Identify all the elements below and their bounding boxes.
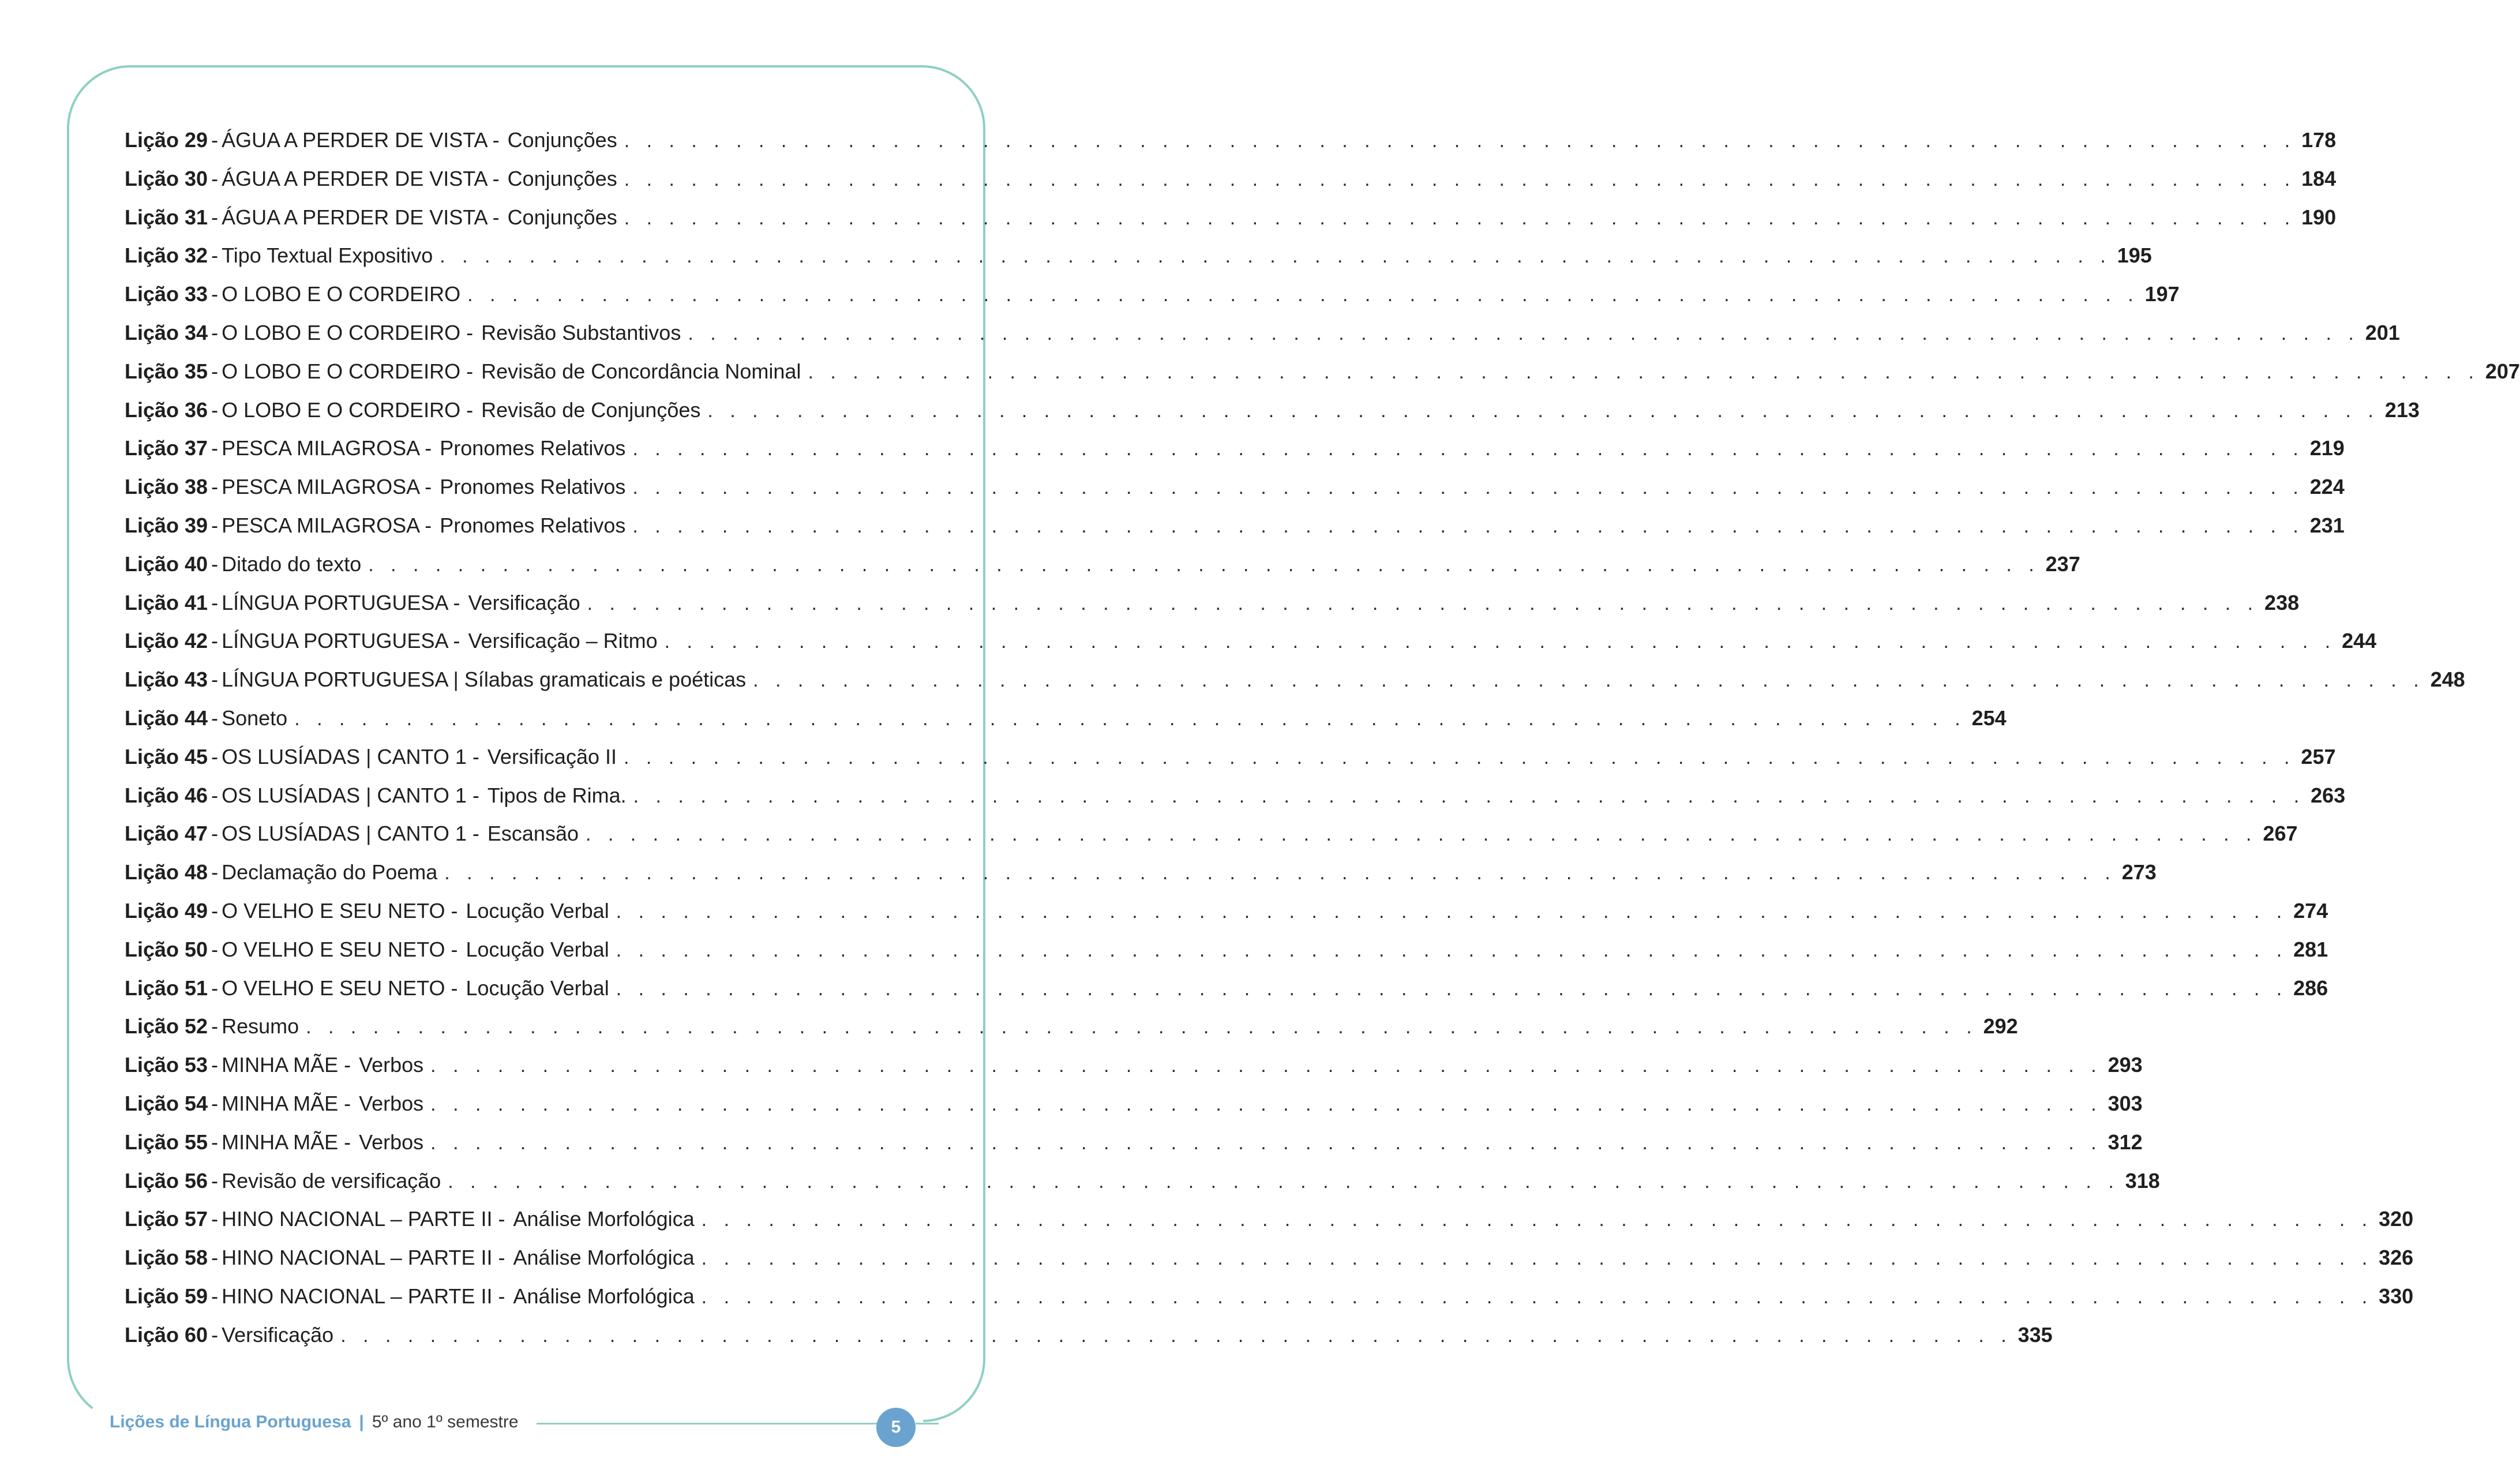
page-number: 178 — [2301, 128, 2337, 152]
page-number: 195 — [2117, 243, 2152, 268]
page-number: 267 — [2263, 822, 2298, 846]
lesson-separator: - — [211, 744, 219, 769]
toc-entry — [125, 622, 2377, 661]
lesson-title: PESCA MILAGROSA - — [222, 436, 432, 460]
lesson-separator: - — [211, 976, 219, 1000]
toc-entry — [125, 391, 2420, 430]
lesson-number: Lição 35 — [125, 359, 208, 383]
lesson-title: LÍNGUA PORTUGUESA - — [222, 629, 460, 653]
toc-entry — [125, 545, 2080, 584]
lesson-separator: - — [211, 668, 219, 692]
toc-entry — [125, 314, 2400, 353]
lesson-topic: Versificação — [468, 590, 580, 614]
toc-entry — [125, 931, 2328, 969]
lesson-separator: - — [211, 552, 219, 576]
lesson-number: Lição 52 — [125, 1014, 208, 1039]
lesson-number: Lição 56 — [125, 1168, 208, 1193]
lesson-title: LÍNGUA PORTUGUESA | Sílabas gramaticais e poéticas — [222, 668, 747, 692]
footer-book-title: Lições de Língua Portuguesa — [110, 1412, 351, 1431]
lesson-title: PESCA MILAGROSA - — [222, 475, 432, 499]
lesson-number: Lição 37 — [125, 436, 208, 460]
lesson-number: Lição 60 — [125, 1322, 208, 1347]
page-number: 248 — [2430, 668, 2465, 692]
lesson-title: O VELHO E SEU NETO - — [222, 898, 458, 923]
toc-entry — [125, 237, 2152, 275]
lesson-number: Lição 41 — [125, 590, 208, 614]
lesson-topic: Versificação – Ritmo — [468, 629, 658, 653]
lesson-number: Lição 39 — [125, 513, 208, 537]
lesson-separator: - — [211, 590, 219, 614]
dot-leader: . . . . . . . . . . . . . . . . . . . . . . . . . . . . . . . . . . . . . . . . . . . . . . . . . . . . . . . . . . . . . . . . . . . . . . . . . . . — [808, 361, 2480, 383]
dot-leader: . . . . . . . . . . . . . . . . . . . . . . . . . . . . . . . . . . . . . . . . . . . . . . . . . . . . . . . . . . . . . . . . . . . . . . . . . . . — [467, 284, 2139, 306]
dot-leader: . . . . . . . . . . . . . . . . . . . . . . . . . . . . . . . . . . . . . . . . . . . . . . . . . . . . . . . . . . . . . . . . . . . . . . . . . . . — [340, 1324, 2012, 1347]
page-number-badge: 5 — [876, 1408, 916, 1447]
lesson-separator: - — [211, 1091, 219, 1115]
page-number: 219 — [2309, 436, 2345, 460]
lesson-separator: - — [211, 783, 219, 807]
lesson-topic: Revisão de Conjunções — [481, 398, 701, 422]
page-number: 263 — [2311, 783, 2346, 807]
lesson-separator: - — [211, 898, 219, 923]
lesson-separator: - — [211, 860, 219, 884]
lesson-title: O VELHO E SEU NETO - — [222, 937, 458, 961]
lesson-separator: - — [211, 1207, 219, 1231]
lesson-number: Lição 32 — [125, 243, 208, 268]
toc-entry — [125, 1046, 2143, 1085]
lesson-separator: - — [211, 937, 219, 961]
lesson-number: Lição 57 — [125, 1207, 208, 1231]
lesson-topic: Revisão Substantivos — [481, 320, 681, 344]
toc-entry — [125, 160, 2337, 198]
page-number: 330 — [2379, 1284, 2414, 1308]
page-number: 281 — [2293, 937, 2328, 961]
footer — [110, 1412, 519, 1432]
lesson-topic: Análise Morfológica — [513, 1246, 695, 1270]
lesson-title: Soneto — [222, 706, 288, 730]
toc-entry — [125, 853, 2157, 892]
lesson-separator: - — [211, 128, 219, 152]
table-of-contents — [125, 121, 2520, 1355]
dot-leader: . . . . . . . . . . . . . . . . . . . . . . . . . . . . . . . . . . . . . . . . . . . . . . . . . . . . . . . . . . . . . . . . . . . . . . . . . . . — [430, 1131, 2102, 1154]
page-number: 293 — [2108, 1053, 2143, 1077]
lesson-title: Revisão de versificação — [222, 1168, 441, 1193]
lesson-title: O VELHO E SEU NETO - — [222, 976, 458, 1000]
lesson-separator: - — [211, 1130, 219, 1154]
page-number: 292 — [1983, 1014, 2018, 1039]
lesson-separator: - — [211, 1053, 219, 1077]
toc-entry — [125, 777, 2346, 815]
lesson-number: Lição 43 — [125, 668, 208, 692]
dot-leader: . . . . . . . . . . . . . . . . . . . . . . . . . . . . . . . . . . . . . . . . . . . . . . . . . . . . . . . . . . . . . . . . . . . . . . . . . . . — [294, 707, 1966, 730]
lesson-separator: - — [211, 359, 219, 383]
lesson-number: Lição 55 — [125, 1130, 208, 1154]
toc-entry — [125, 699, 2007, 738]
toc-entry — [125, 738, 2336, 777]
lesson-title: HINO NACIONAL – PARTE II - — [222, 1246, 505, 1270]
page-number: 273 — [2121, 860, 2157, 884]
lesson-title: O LOBO E O CORDEIRO - — [222, 320, 474, 344]
toc-entry — [125, 815, 2298, 853]
lesson-topic: Tipos de Rima. — [487, 783, 627, 807]
toc-entry — [125, 892, 2328, 931]
dot-leader: . . . . . . . . . . . . . . . . . . . . . . . . . . . . . . . . . . . . . . . . . . . . . . . . . . . . . . . . . . . . . . . . . . . . . . . . . . . — [707, 399, 2379, 422]
page-number: 213 — [2384, 398, 2420, 422]
lesson-number: Lição 29 — [125, 128, 208, 152]
page-number: 320 — [2379, 1207, 2414, 1231]
lesson-number: Lição 34 — [125, 320, 208, 344]
lesson-separator: - — [211, 1014, 219, 1039]
lesson-title: MINHA MÃE - — [222, 1091, 351, 1115]
lesson-separator: - — [211, 513, 219, 537]
page-number: 318 — [2125, 1168, 2160, 1193]
lesson-separator: - — [211, 1284, 219, 1308]
page-number: 254 — [1971, 706, 2007, 730]
lesson-topic: Análise Morfológica — [513, 1284, 695, 1308]
toc-entry — [125, 1123, 2143, 1162]
dot-leader: . . . . . . . . . . . . . . . . . . . . . . . . . . . . . . . . . . . . . . . . . . . . . . . . . . . . . . . . . . . . . . . . . . . . . . . . . . . — [701, 1247, 2373, 1270]
dot-leader: . . . . . . . . . . . . . . . . . . . . . . . . . . . . . . . . . . . . . . . . . . . . . . . . . . . . . . . . . . . . . . . . . . . . . . . . . . . — [632, 515, 2304, 537]
lesson-title: LÍNGUA PORTUGUESA - — [222, 590, 460, 614]
page-number: 238 — [2264, 590, 2300, 614]
toc-entry — [125, 1085, 2143, 1123]
lesson-number: Lição 47 — [125, 822, 208, 846]
dot-leader: . . . . . . . . . . . . . . . . . . . . . . . . . . . . . . . . . . . . . . . . . . . . . . . . . . . . . . . . . . . . . . . . . . . . . . . . . . . — [616, 900, 2288, 923]
lesson-title: Versificação — [222, 1322, 334, 1347]
lesson-number: Lição 44 — [125, 706, 208, 730]
lesson-separator: - — [211, 436, 219, 460]
lesson-separator: - — [211, 320, 219, 344]
dot-leader: . . . . . . . . . . . . . . . . . . . . . . . . . . . . . . . . . . . . . . . . . . . . . . . . . . . . . . . . . . . . . . . . . . . . . . . . . . . — [624, 130, 2296, 152]
toc-entry — [125, 584, 2300, 623]
dot-leader: . . . . . . . . . . . . . . . . . . . . . . . . . . . . . . . . . . . . . . . . . . . . . . . . . . . . . . . . . . . . . . . . . . . . . . . . . . . — [587, 592, 2259, 614]
lesson-topic: Conjunções — [507, 128, 617, 152]
page-number: 231 — [2309, 513, 2345, 537]
lesson-number: Lição 51 — [125, 976, 208, 1000]
lesson-number: Lição 59 — [125, 1284, 208, 1308]
dot-leader: . . . . . . . . . . . . . . . . . . . . . . . . . . . . . . . . . . . . . . . . . . . . . . . . . . . . . . . . . . . . . . . . . . . . . . . . . . . — [616, 939, 2288, 961]
lesson-title: OS LUSÍADAS | CANTO 1 - — [222, 744, 479, 769]
footer-grade: 5º ano 1º semestre — [372, 1412, 519, 1431]
page-number: 201 — [2365, 320, 2400, 344]
page-number: 197 — [2144, 282, 2180, 306]
lesson-title: O LOBO E O CORDEIRO — [222, 282, 461, 306]
lesson-topic: Análise Morfológica — [513, 1207, 695, 1231]
dot-leader: . . . . . . . . . . . . . . . . . . . . . . . . . . . . . . . . . . . . . . . . . . . . . . . . . . . . . . . . . . . . . . . . . . . . . . . . . . . — [632, 477, 2304, 499]
toc-entry — [125, 353, 2520, 391]
dot-leader: . . . . . . . . . . . . . . . . . . . . . . . . . . . . . . . . . . . . . . . . . . . . . . . . . . . . . . . . . . . . . . . . . . . . . . . . . . . — [586, 823, 2258, 846]
lesson-number: Lição 45 — [125, 744, 208, 769]
lesson-title: Ditado do texto — [222, 552, 362, 576]
lesson-number: Lição 46 — [125, 783, 208, 807]
lesson-separator: - — [211, 629, 219, 653]
lesson-topic: Pronomes Relativos — [440, 436, 626, 460]
lesson-topic: Conjunções — [507, 205, 617, 229]
lesson-number: Lição 42 — [125, 629, 208, 653]
lesson-number: Lição 38 — [125, 475, 208, 499]
lesson-number: Lição 53 — [125, 1053, 208, 1077]
page-number: 335 — [2017, 1322, 2053, 1347]
dot-leader: . . . . . . . . . . . . . . . . . . . . . . . . . . . . . . . . . . . . . . . . . . . . . . . . . . . . . . . . . . . . . . . . . . . . . . . . . . . — [701, 1209, 2373, 1231]
lesson-topic: Versificação II — [487, 744, 617, 769]
dot-leader: . . . . . . . . . . . . . . . . . . . . . . . . . . . . . . . . . . . . . . . . . . . . . . . . . . . . . . . . . . . . . . . . . . . . . . . . . . . — [633, 785, 2305, 807]
footer-divider: | — [359, 1412, 364, 1431]
lesson-topic: Escansão — [487, 822, 579, 846]
toc-entry — [125, 969, 2328, 1008]
lesson-title: HINO NACIONAL – PARTE II - — [222, 1284, 505, 1308]
toc-entry — [125, 1200, 2414, 1239]
lesson-number: Lição 31 — [125, 205, 208, 229]
dot-leader: . . . . . . . . . . . . . . . . . . . . . . . . . . . . . . . . . . . . . . . . . . . . . . . . . . . . . . . . . . . . . . . . . . . . . . . . . . . — [616, 977, 2288, 1000]
lesson-topic: Locução Verbal — [466, 898, 609, 923]
lesson-topic: Pronomes Relativos — [440, 475, 626, 499]
lesson-title: ÁGUA A PERDER DE VISTA - — [222, 128, 500, 152]
lesson-separator: - — [211, 282, 219, 306]
lesson-separator: - — [211, 398, 219, 422]
toc-entry — [125, 468, 2345, 507]
dot-leader: . . . . . . . . . . . . . . . . . . . . . . . . . . . . . . . . . . . . . . . . . . . . . . . . . . . . . . . . . . . . . . . . . . . . . . . . . . . — [444, 862, 2116, 884]
page-number: 237 — [2045, 552, 2080, 576]
toc-entry — [125, 507, 2345, 545]
dot-leader: . . . . . . . . . . . . . . . . . . . . . . . . . . . . . . . . . . . . . . . . . . . . . . . . . . . . . . . . . . . . . . . . . . . . . . . . . . . — [688, 322, 2360, 344]
dot-leader: . . . . . . . . . . . . . . . . . . . . . . . . . . . . . . . . . . . . . . . . . . . . . . . . . . . . . . . . . . . . . . . . . . . . . . . . . . . — [430, 1055, 2102, 1077]
toc-entry — [125, 121, 2337, 160]
toc-entry — [125, 661, 2465, 699]
lesson-title: O LOBO E O CORDEIRO - — [222, 398, 474, 422]
dot-leader: . . . . . . . . . . . . . . . . . . . . . . . . . . . . . . . . . . . . . . . . . . . . . . . . . . . . . . . . . . . . . . . . . . . . . . . . . . . — [624, 168, 2296, 190]
toc-entry — [125, 198, 2337, 237]
lesson-separator: - — [211, 205, 219, 229]
lesson-topic: Conjunções — [507, 166, 617, 190]
lesson-number: Lição 50 — [125, 937, 208, 961]
lesson-number: Lição 30 — [125, 166, 208, 190]
dot-leader: . . . . . . . . . . . . . . . . . . . . . . . . . . . . . . . . . . . . . . . . . . . . . . . . . . . . . . . . . . . . . . . . . . . . . . . . . . . — [753, 669, 2425, 692]
footer-rule — [537, 1423, 877, 1424]
lesson-title: PESCA MILAGROSA - — [222, 513, 432, 537]
toc-entry — [125, 429, 2345, 468]
toc-entry — [125, 1162, 2160, 1201]
page-number: 244 — [2342, 629, 2377, 653]
lesson-title: Declamação do Poema — [222, 860, 438, 884]
dot-leader: . . . . . . . . . . . . . . . . . . . . . . . . . . . . . . . . . . . . . . . . . . . . . . . . . . . . . . . . . . . . . . . . . . . . . . . . . . . — [664, 631, 2337, 653]
lesson-title: Tipo Textual Expositivo — [222, 243, 433, 268]
page-number: 312 — [2108, 1130, 2143, 1154]
lesson-title: OS LUSÍADAS | CANTO 1 - — [222, 822, 479, 846]
lesson-separator: - — [211, 706, 219, 730]
lesson-topic: Verbos — [359, 1091, 424, 1115]
lesson-separator: - — [211, 475, 219, 499]
page-number: 184 — [2301, 166, 2337, 190]
dot-leader: . . . . . . . . . . . . . . . . . . . . . . . . . . . . . . . . . . . . . . . . . . . . . . . . . . . . . . . . . . . . . . . . . . . . . . . . . . . — [632, 438, 2304, 460]
toc-entry — [125, 1316, 2053, 1355]
lesson-topic: Locução Verbal — [466, 937, 609, 961]
lesson-separator: - — [211, 1322, 219, 1347]
dot-leader: . . . . . . . . . . . . . . . . . . . . . . . . . . . . . . . . . . . . . . . . . . . . . . . . . . . . . . . . . . . . . . . . . . . . . . . . . . . — [448, 1170, 2120, 1193]
lesson-number: Lição 36 — [125, 398, 208, 422]
lesson-title: ÁGUA A PERDER DE VISTA - — [222, 166, 500, 190]
page-number: 207 — [2485, 359, 2520, 383]
footer-rule-end — [916, 1423, 939, 1424]
toc-entry — [125, 1239, 2414, 1277]
lesson-separator: - — [211, 243, 219, 268]
page-number: 224 — [2309, 475, 2345, 499]
toc-entry — [125, 275, 2180, 314]
page-number: 326 — [2379, 1246, 2414, 1270]
lesson-separator: - — [211, 1168, 219, 1193]
lesson-topic: Verbos — [359, 1130, 424, 1154]
lesson-topic: Verbos — [359, 1053, 424, 1077]
toc-entry — [125, 1277, 2414, 1316]
lesson-title: HINO NACIONAL – PARTE II - — [222, 1207, 505, 1231]
dot-leader: . . . . . . . . . . . . . . . . . . . . . . . . . . . . . . . . . . . . . . . . . . . . . . . . . . . . . . . . . . . . . . . . . . . . . . . . . . . — [701, 1285, 2373, 1308]
lesson-topic: Locução Verbal — [466, 976, 609, 1000]
page-number: 303 — [2108, 1091, 2143, 1115]
lesson-title: Resumo — [222, 1014, 299, 1039]
lesson-number: Lição 40 — [125, 552, 208, 576]
lesson-number: Lição 54 — [125, 1091, 208, 1115]
lesson-number: Lição 48 — [125, 860, 208, 884]
dot-leader: . . . . . . . . . . . . . . . . . . . . . . . . . . . . . . . . . . . . . . . . . . . . . . . . . . . . . . . . . . . . . . . . . . . . . . . . . . . — [440, 245, 2112, 268]
lesson-title: O LOBO E O CORDEIRO - — [222, 359, 474, 383]
toc-entry — [125, 1007, 2018, 1046]
dot-leader: . . . . . . . . . . . . . . . . . . . . . . . . . . . . . . . . . . . . . . . . . . . . . . . . . . . . . . . . . . . . . . . . . . . . . . . . . . . — [624, 207, 2296, 229]
lesson-title: ÁGUA A PERDER DE VISTA - — [222, 205, 500, 229]
lesson-number: Lição 58 — [125, 1246, 208, 1270]
dot-leader: . . . . . . . . . . . . . . . . . . . . . . . . . . . . . . . . . . . . . . . . . . . . . . . . . . . . . . . . . . . . . . . . . . . . . . . . . . . — [306, 1016, 1978, 1039]
lesson-title: MINHA MÃE - — [222, 1053, 351, 1077]
page-number: 274 — [2293, 898, 2328, 923]
lesson-topic: Pronomes Relativos — [440, 513, 626, 537]
lesson-separator: - — [211, 1246, 219, 1270]
page-number: 286 — [2293, 976, 2328, 1000]
page-number: 190 — [2301, 205, 2337, 229]
lesson-separator: - — [211, 166, 219, 190]
dot-leader: . . . . . . . . . . . . . . . . . . . . . . . . . . . . . . . . . . . . . . . . . . . . . . . . . . . . . . . . . . . . . . . . . . . . . . . . . . . — [430, 1093, 2102, 1115]
page-number: 257 — [2301, 744, 2336, 769]
lesson-topic: Revisão de Concordância Nominal — [481, 359, 801, 383]
lesson-number: Lição 49 — [125, 898, 208, 923]
lesson-title: OS LUSÍADAS | CANTO 1 - — [222, 783, 479, 807]
lesson-title: MINHA MÃE - — [222, 1130, 351, 1154]
dot-leader: . . . . . . . . . . . . . . . . . . . . . . . . . . . . . . . . . . . . . . . . . . . . . . . . . . . . . . . . . . . . . . . . . . . . . . . . . . . — [624, 746, 2296, 769]
lesson-separator: - — [211, 822, 219, 846]
lesson-number: Lição 33 — [125, 282, 208, 306]
dot-leader: . . . . . . . . . . . . . . . . . . . . . . . . . . . . . . . . . . . . . . . . . . . . . . . . . . . . . . . . . . . . . . . . . . . . . . . . . . . — [368, 553, 2040, 576]
